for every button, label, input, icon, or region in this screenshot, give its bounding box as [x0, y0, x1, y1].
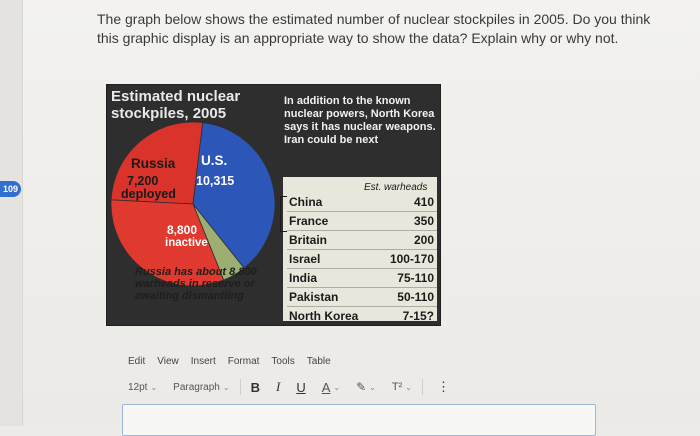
country-name: Israel [289, 252, 321, 266]
country-name: China [289, 195, 323, 209]
highlight-icon: ✎ [356, 380, 367, 394]
us-value: 10,315 [196, 174, 235, 188]
chevron-down-icon: ⌄ [369, 382, 376, 392]
table-header: Est. warheads [364, 182, 428, 193]
country-name: Pakistan [289, 290, 339, 304]
country-table [287, 193, 437, 325]
warhead-value: 200 [413, 233, 434, 247]
warhead-value: 7-15? [402, 309, 434, 323]
question-text: The graph below shows the estimated number of nuclear stockpiles in 2005. Do you think this graphic display is an appropriate way to show the data? Explain why or why not. [97, 11, 651, 46]
underline-button[interactable]: U [296, 379, 306, 395]
paragraph-select[interactable] [173, 382, 229, 393]
russia-caption: Russia has about 8,800 warheads in reserve or awaiting dismantling [135, 266, 257, 302]
answer-text-area[interactable] [122, 404, 596, 436]
menu-view[interactable]: View [157, 356, 179, 367]
russia-inactive-label: inactive [165, 237, 208, 249]
russia-deployed-value: 7,200 [127, 174, 159, 188]
table-row [287, 250, 437, 269]
table-bracket [280, 196, 287, 232]
warhead-value: 50-110 [397, 290, 434, 304]
menu-format[interactable]: Format [227, 356, 260, 367]
menu-tools[interactable]: Tools [271, 356, 295, 367]
superscript-button[interactable] [392, 381, 412, 393]
country-name: North Korea [289, 309, 359, 323]
more-options-icon[interactable]: ⋮ [436, 379, 450, 394]
russia-label: Russia [131, 156, 176, 171]
text-color-icon: A [321, 379, 331, 395]
table-row [287, 288, 437, 307]
highlight-button[interactable] [356, 380, 376, 394]
toolbar-divider [240, 379, 241, 395]
chevron-down-icon: ⌄ [405, 382, 412, 392]
menu-table[interactable]: Table [306, 356, 331, 367]
font-size-value: 12pt [128, 381, 148, 393]
text-color-button[interactable] [322, 380, 340, 395]
country-name: France [289, 214, 329, 228]
warhead-value: 410 [413, 195, 434, 209]
figure-note: In addition to the known nuclear powers, North Korea says it has nuclear weapons. Iran could be next [284, 95, 436, 146]
chevron-down-icon: ⌄ [333, 382, 341, 392]
font-size-select[interactable] [128, 382, 157, 393]
stockpile-figure [106, 84, 441, 326]
toolbar-divider [422, 379, 423, 395]
warhead-value: 350 [413, 214, 434, 228]
left-gutter [0, 0, 23, 426]
table-row [287, 307, 437, 325]
page-number-badge: 109 [0, 181, 21, 197]
russia-deployed-label: deployed [121, 187, 176, 201]
warhead-value: 100-170 [389, 252, 434, 266]
table-row [287, 269, 437, 288]
pie-slices [111, 122, 275, 286]
editor-toolbar [128, 379, 466, 395]
country-name: India [289, 271, 318, 285]
menu-edit[interactable]: Edit [128, 356, 146, 367]
bold-button[interactable]: B [250, 379, 260, 395]
figure-title: Estimated nuclear stockpiles, 2005 [111, 88, 241, 122]
paragraph-value: Paragraph [173, 381, 220, 393]
superscript-icon: T² [391, 381, 403, 393]
russia-inactive-value: 8,800 [167, 223, 198, 237]
chevron-down-icon: ⌄ [150, 382, 158, 392]
us-label: U.S. [201, 153, 228, 168]
menu-insert[interactable]: Insert [190, 356, 216, 367]
italic-button[interactable]: I [275, 379, 281, 394]
chevron-down-icon: ⌄ [222, 382, 230, 392]
warhead-value: 75-110 [397, 271, 434, 285]
table-row [287, 193, 437, 212]
table-row [287, 231, 437, 250]
table-row [287, 212, 437, 231]
editor-menu-bar [128, 356, 331, 367]
country-name: Britain [289, 233, 328, 247]
